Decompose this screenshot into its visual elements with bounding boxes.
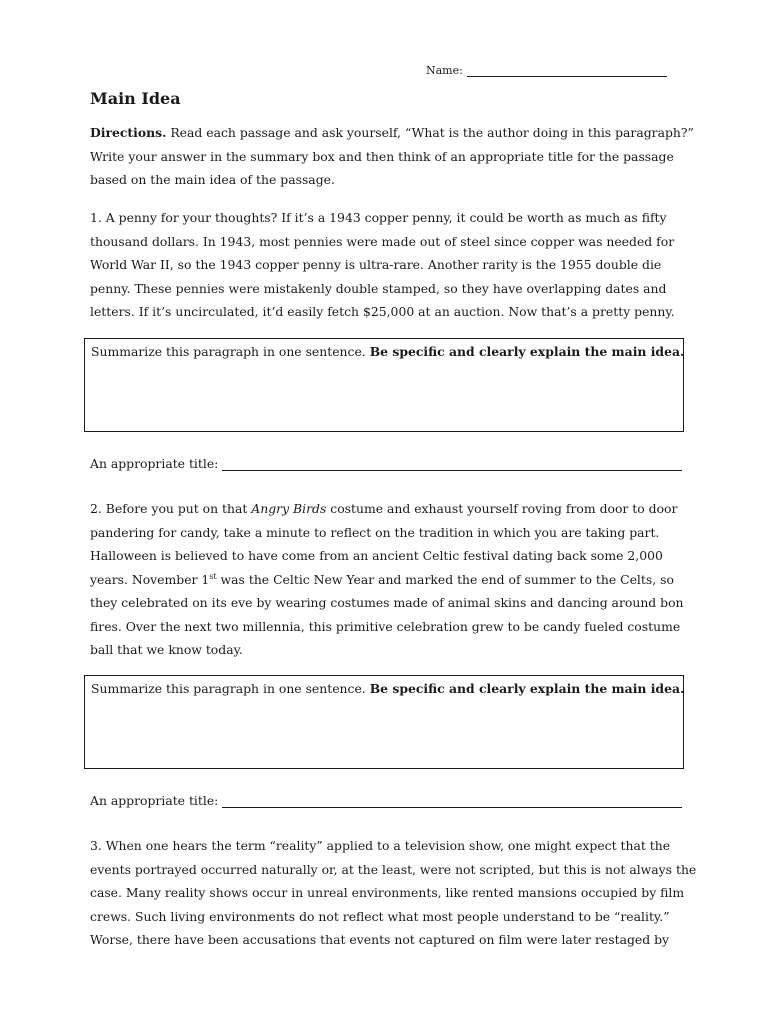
passage-text: costume and exhaust yourself roving from door to door — [326, 501, 678, 516]
name-label: Name: — [426, 64, 463, 77]
summary-prompt-bold: Be specific and clearly explain the main idea. — [369, 681, 685, 696]
title-label: An appropriate title: — [90, 456, 219, 471]
passage-line: Halloween is believed to have come from an ancient Celtic festival dating back some 2,000 — [90, 548, 663, 563]
passage-line: 1. A penny for your thoughts? If it’s a 1943 copper penny, it could be worth as much as fifty — [90, 210, 667, 225]
passage-line: they celebrated on its eve by wearing costumes made of animal skins and dancing around bon — [90, 595, 684, 610]
passage-text: 2. Before you put on that — [90, 501, 252, 516]
passage-line: World War II, so the 1943 copper penny is ultra-rare. Another rarity is the 1955 double die — [90, 257, 662, 272]
page-title: Main Idea — [90, 89, 181, 108]
ordinal-superscript: st — [209, 571, 217, 581]
summary-prompt-text: Summarize this paragraph in one sentence. — [91, 344, 370, 359]
passage-1 — [90, 206, 682, 324]
passage-line: fires. Over the next two millennia, this primitive celebration grew to be candy fueled costume — [90, 618, 681, 634]
summary-box-2[interactable] — [84, 675, 684, 769]
passage-line: Worse, there have been accusations that events not captured on film were later restaged by — [90, 932, 670, 947]
title-blank-line[interactable] — [222, 456, 682, 471]
passage-line: 3. When one hears the term “reality” applied to a television show, one might expect that the — [90, 838, 671, 853]
passage-italic-text: Angry Birds — [251, 501, 327, 516]
summary-prompt-bold: Be specific and clearly explain the main idea. — [369, 344, 685, 359]
title-label: An appropriate title: — [90, 793, 219, 808]
passage-line: events portrayed occurred naturally or, at the least, were not scripted, but this is not always the — [90, 861, 697, 877]
passage-line: case. Many reality shows occur in unreal environments, like rented mansions occupied by film — [90, 885, 685, 900]
summary-prompt — [91, 344, 684, 359]
name-field[interactable] — [426, 64, 667, 77]
title-blank-line[interactable] — [222, 793, 682, 808]
passage-line: letters. If it’s uncirculated, it’d easily fetch $25,000 at an auction. Now that’s a pretty penny. — [90, 304, 675, 319]
directions-text: Read each passage and ask yourself, “What is the author doing in this paragraph?” — [166, 125, 694, 140]
passage-line: thousand dollars. In 1943, most pennies were made out of steel since copper was needed for — [90, 233, 675, 249]
summary-box-1[interactable] — [84, 338, 684, 432]
passage-line: crews. Such living environments do not reflect what most people understand to be “reality.” — [90, 908, 670, 924]
passage-3 — [90, 834, 697, 952]
name-blank-line[interactable] — [467, 64, 667, 77]
directions-line — [90, 121, 694, 145]
title-field-1[interactable] — [90, 456, 682, 471]
passage-line — [90, 497, 682, 521]
passage-line — [90, 568, 682, 592]
directions-paragraph — [90, 121, 694, 192]
summary-prompt — [91, 681, 684, 696]
title-field-2[interactable] — [90, 793, 682, 808]
passage-text: years. November 1 — [90, 571, 210, 587]
directions-line: Write your answer in the summary box and then think of an appropriate title for the passage — [90, 148, 674, 164]
passage-line: penny. These pennies were mistakenly double stamped, so they have overlapping dates and — [90, 280, 667, 296]
passage-line: pandering for candy, take a minute to reflect on the tradition in which you are taking part. — [90, 524, 660, 540]
summary-prompt-text: Summarize this paragraph in one sentence. — [91, 681, 370, 696]
directions-label: Directions. — [90, 125, 167, 140]
passage-2 — [90, 497, 682, 662]
passage-text: was the Celtic New Year and marked the end of summer to the Celts, so — [216, 571, 674, 587]
directions-line: based on the main idea of the passage. — [90, 172, 335, 187]
passage-line: ball that we know today. — [90, 642, 243, 657]
